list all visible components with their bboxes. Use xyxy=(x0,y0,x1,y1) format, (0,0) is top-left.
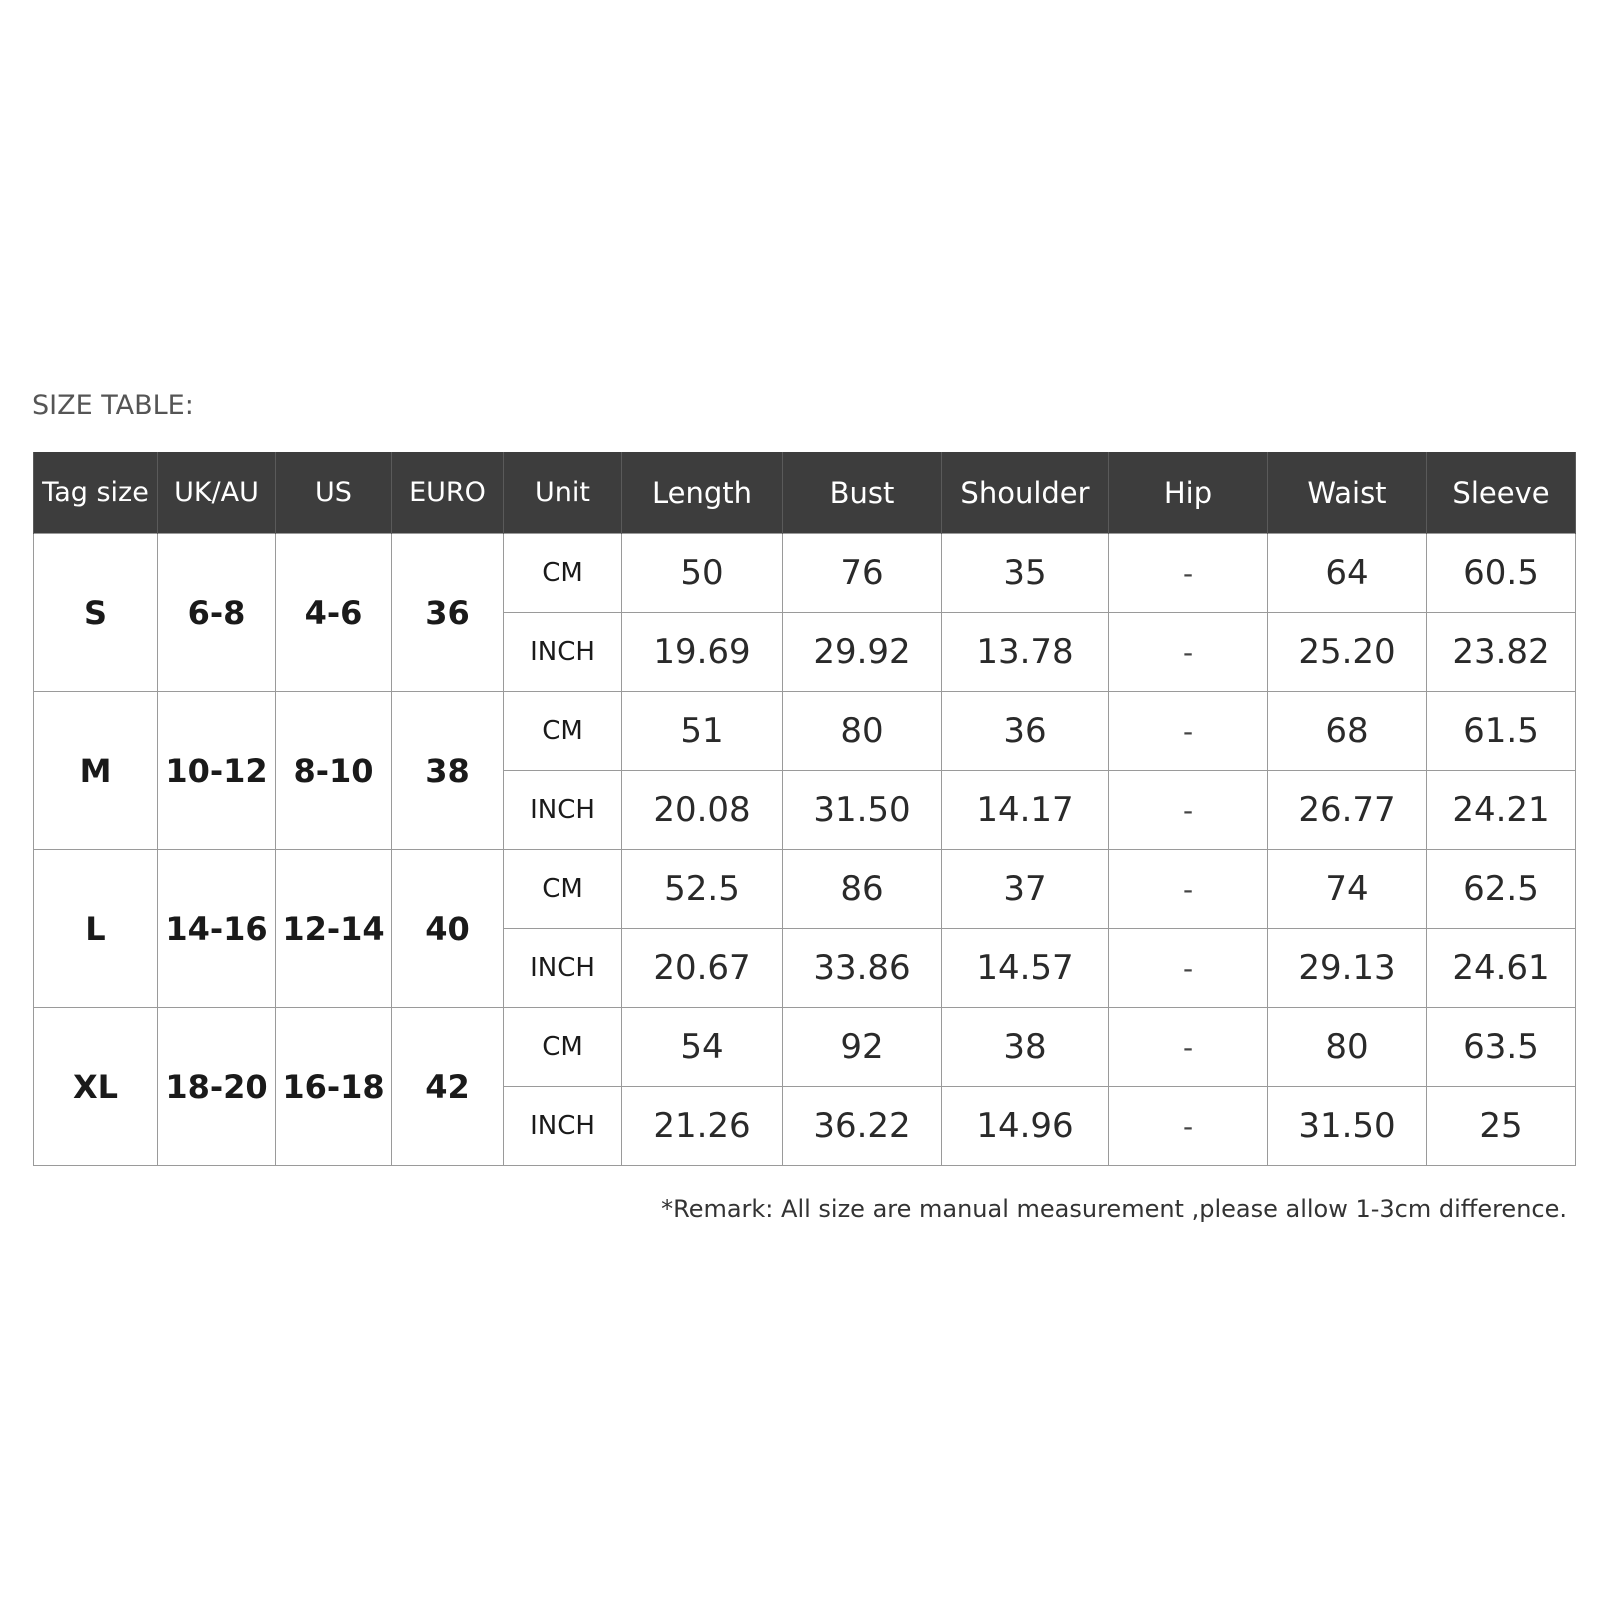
column-header-waist: Waist xyxy=(1268,452,1427,534)
waist-cell: 25.20 xyxy=(1268,613,1427,692)
us-cell: 16-18 xyxy=(276,1008,392,1166)
length-cell: 20.08 xyxy=(622,771,783,850)
bust-cell: 76 xyxy=(783,534,942,613)
table-row xyxy=(34,692,1576,771)
us-cell: 8-10 xyxy=(276,692,392,850)
remark-note: *Remark: All size are manual measurement ,please allow 1-3cm difference. xyxy=(661,1195,1567,1223)
length-cell: 19.69 xyxy=(622,613,783,692)
size-table xyxy=(33,452,1576,1166)
length-cell: 54 xyxy=(622,1008,783,1087)
euro-cell: 38 xyxy=(392,692,504,850)
waist-cell: 31.50 xyxy=(1268,1087,1427,1166)
table-row xyxy=(34,850,1576,929)
size-table-title: SIZE TABLE: xyxy=(32,390,194,421)
column-header-us: US xyxy=(276,452,392,534)
waist-cell: 80 xyxy=(1268,1008,1427,1087)
unit-cell: INCH xyxy=(504,929,622,1008)
uk-au-cell: 6-8 xyxy=(158,534,276,692)
column-header-shoulder: Shoulder xyxy=(942,452,1109,534)
sleeve-cell: 24.61 xyxy=(1427,929,1576,1008)
shoulder-cell: 14.96 xyxy=(942,1087,1109,1166)
sleeve-cell: 61.5 xyxy=(1427,692,1576,771)
tag-size-cell: L xyxy=(34,850,158,1008)
column-header-uk-au: UK/AU xyxy=(158,452,276,534)
hip-cell: - xyxy=(1109,534,1268,613)
hip-cell: - xyxy=(1109,850,1268,929)
bust-cell: 33.86 xyxy=(783,929,942,1008)
euro-cell: 36 xyxy=(392,534,504,692)
hip-cell: - xyxy=(1109,613,1268,692)
bust-cell: 86 xyxy=(783,850,942,929)
shoulder-cell: 37 xyxy=(942,850,1109,929)
waist-cell: 74 xyxy=(1268,850,1427,929)
length-cell: 51 xyxy=(622,692,783,771)
tag-size-cell: XL xyxy=(34,1008,158,1166)
waist-cell: 64 xyxy=(1268,534,1427,613)
column-header-bust: Bust xyxy=(783,452,942,534)
uk-au-cell: 14-16 xyxy=(158,850,276,1008)
shoulder-cell: 36 xyxy=(942,692,1109,771)
length-cell: 52.5 xyxy=(622,850,783,929)
us-cell: 12-14 xyxy=(276,850,392,1008)
bust-cell: 29.92 xyxy=(783,613,942,692)
column-header-tag-size: Tag size xyxy=(34,452,158,534)
unit-cell: CM xyxy=(504,1008,622,1087)
uk-au-cell: 18-20 xyxy=(158,1008,276,1166)
bust-cell: 80 xyxy=(783,692,942,771)
column-header-length: Length xyxy=(622,452,783,534)
bust-cell: 92 xyxy=(783,1008,942,1087)
us-cell: 4-6 xyxy=(276,534,392,692)
sleeve-cell: 60.5 xyxy=(1427,534,1576,613)
sleeve-cell: 63.5 xyxy=(1427,1008,1576,1087)
shoulder-cell: 38 xyxy=(942,1008,1109,1087)
unit-cell: CM xyxy=(504,850,622,929)
unit-cell: CM xyxy=(504,534,622,613)
waist-cell: 29.13 xyxy=(1268,929,1427,1008)
hip-cell: - xyxy=(1109,1008,1268,1087)
bust-cell: 31.50 xyxy=(783,771,942,850)
shoulder-cell: 14.57 xyxy=(942,929,1109,1008)
table-row xyxy=(34,1008,1576,1087)
hip-cell: - xyxy=(1109,771,1268,850)
unit-cell: CM xyxy=(504,692,622,771)
hip-cell: - xyxy=(1109,692,1268,771)
sleeve-cell: 24.21 xyxy=(1427,771,1576,850)
length-cell: 20.67 xyxy=(622,929,783,1008)
waist-cell: 68 xyxy=(1268,692,1427,771)
length-cell: 21.26 xyxy=(622,1087,783,1166)
shoulder-cell: 14.17 xyxy=(942,771,1109,850)
table-header-row xyxy=(34,452,1576,534)
waist-cell: 26.77 xyxy=(1268,771,1427,850)
unit-cell: INCH xyxy=(504,1087,622,1166)
unit-cell: INCH xyxy=(504,613,622,692)
table-row xyxy=(34,534,1576,613)
tag-size-cell: M xyxy=(34,692,158,850)
hip-cell: - xyxy=(1109,1087,1268,1166)
euro-cell: 40 xyxy=(392,850,504,1008)
euro-cell: 42 xyxy=(392,1008,504,1166)
column-header-hip: Hip xyxy=(1109,452,1268,534)
sleeve-cell: 23.82 xyxy=(1427,613,1576,692)
column-header-unit: Unit xyxy=(504,452,622,534)
shoulder-cell: 35 xyxy=(942,534,1109,613)
hip-cell: - xyxy=(1109,929,1268,1008)
sleeve-cell: 25 xyxy=(1427,1087,1576,1166)
length-cell: 50 xyxy=(622,534,783,613)
uk-au-cell: 10-12 xyxy=(158,692,276,850)
shoulder-cell: 13.78 xyxy=(942,613,1109,692)
unit-cell: INCH xyxy=(504,771,622,850)
sleeve-cell: 62.5 xyxy=(1427,850,1576,929)
bust-cell: 36.22 xyxy=(783,1087,942,1166)
tag-size-cell: S xyxy=(34,534,158,692)
column-header-euro: EURO xyxy=(392,452,504,534)
column-header-sleeve: Sleeve xyxy=(1427,452,1576,534)
